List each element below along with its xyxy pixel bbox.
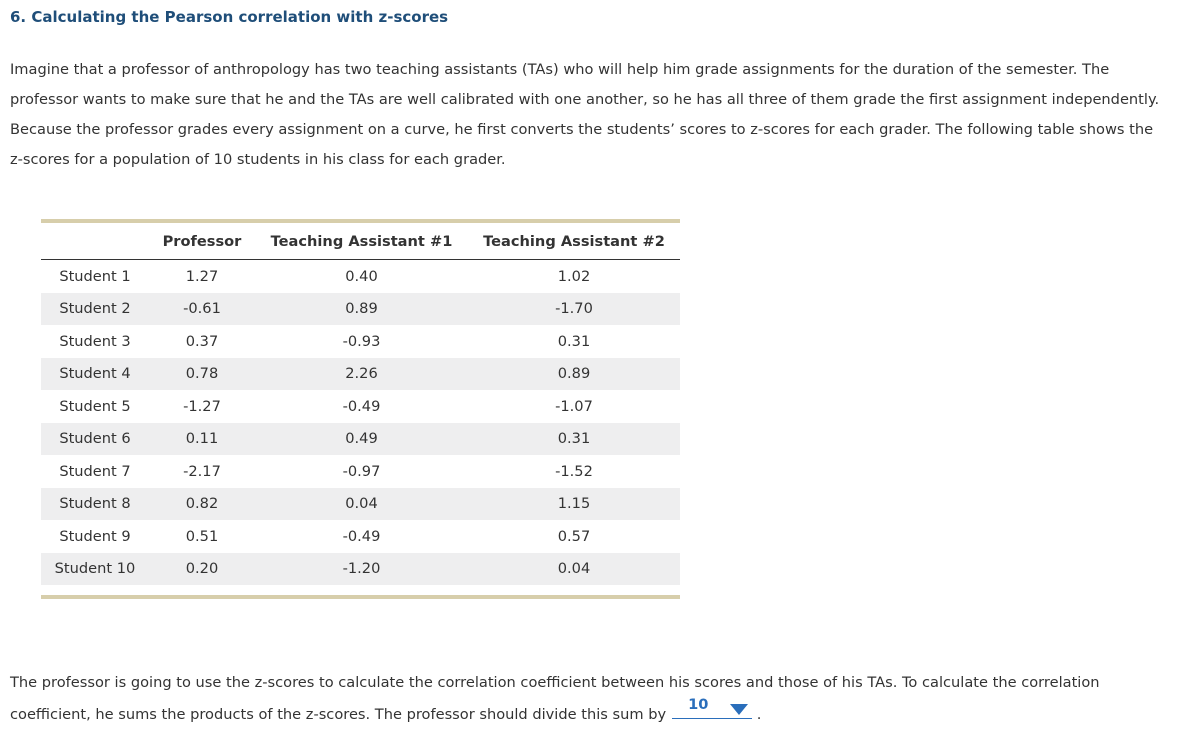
- student-label-cell: Student 4: [41, 358, 149, 391]
- table-row: [41, 488, 680, 521]
- ta2-score-cell: -1.70: [468, 293, 680, 326]
- professor-score-cell: 0.82: [149, 488, 255, 521]
- table-row: [41, 325, 680, 358]
- professor-score-cell: 0.20: [149, 553, 255, 586]
- table-row: [41, 293, 680, 326]
- z-score-table-container: [41, 219, 680, 599]
- ta1-score-cell: 0.04: [255, 488, 468, 521]
- table-row: [41, 390, 680, 423]
- student-label-cell: Student 6: [41, 423, 149, 456]
- caret-down-icon: [730, 704, 748, 715]
- table-spacer-row: [41, 585, 680, 595]
- ta1-score-cell: 0.89: [255, 293, 468, 326]
- ta2-score-cell: -1.52: [555, 462, 593, 480]
- ta2-score-cell: 0.31: [557, 332, 591, 350]
- ta1-score-cell: -1.20: [255, 553, 468, 586]
- table-row: [41, 455, 680, 488]
- table-row: [41, 520, 680, 553]
- table-row: [41, 423, 680, 456]
- ta1-score-cell: -0.49: [342, 397, 381, 415]
- student-label-cell: Student 8: [41, 488, 149, 521]
- ta1-score-cell: -0.93: [342, 332, 381, 350]
- ta2-score-cell: -1.07: [555, 397, 593, 415]
- professor-score-cell: -2.17: [183, 462, 221, 480]
- ta1-score-cell: 2.26: [255, 358, 468, 391]
- student-label-cell: Student 1: [59, 267, 131, 285]
- ta1-score-cell: 0.49: [255, 423, 468, 456]
- table-header-row: [41, 223, 680, 260]
- question-prompt: [10, 668, 1175, 730]
- table-row: [41, 260, 680, 293]
- divisor-dropdown[interactable]: [672, 698, 752, 719]
- table-row: [41, 553, 680, 586]
- professor-score-cell: 0.51: [185, 527, 219, 545]
- question-intro: Imagine that a professor of anthropology has two teaching assistants (TAs) who will help him grade assignments for the duration of the semester. The professor wants to make sure that he and the TAs are well calibrated with one another, so he has all three of them grade the first assignment independently. Because the professor grades every assignment on a curve, he first converts the students’ scores to z-scores for each grader. The following table shows the z-scores for a population of 10 students in his class for each grader.: [10, 61, 1160, 168]
- student-label-cell: Student 10: [41, 553, 149, 586]
- ta1-score-cell: 0.40: [345, 267, 378, 285]
- header-ta1: Teaching Assistant #1: [255, 223, 468, 260]
- student-label-cell: Student 7: [59, 462, 131, 480]
- table-spacer-cell: [41, 585, 680, 595]
- header-blank: [41, 223, 149, 260]
- table-row: [41, 358, 680, 391]
- student-label-cell: Student 3: [59, 332, 131, 350]
- table-body: [41, 260, 680, 596]
- student-label-cell: Student 5: [59, 397, 131, 415]
- ta2-score-cell: 0.57: [557, 527, 591, 545]
- professor-score-cell: 1.27: [185, 267, 219, 285]
- professor-score-cell: 0.78: [149, 358, 255, 391]
- header-ta2: Teaching Assistant #2: [468, 223, 680, 260]
- question-title: 6. Calculating the Pearson correlation with z-scores: [10, 8, 449, 26]
- ta1-score-cell: -0.97: [342, 462, 381, 480]
- ta1-score-cell: -0.49: [342, 527, 381, 545]
- ta2-score-cell: 1.02: [557, 267, 591, 285]
- professor-score-cell: 0.11: [149, 423, 255, 456]
- professor-score-cell: -1.27: [183, 397, 221, 415]
- ta2-score-cell: 0.31: [468, 423, 680, 456]
- header-professor: Professor: [149, 223, 255, 260]
- prompt-end: .: [756, 706, 762, 723]
- dropdown-selected-value: 10: [688, 696, 709, 713]
- ta2-score-cell: 0.89: [468, 358, 680, 391]
- student-label-cell: Student 2: [41, 293, 149, 326]
- ta2-score-cell: 0.04: [468, 553, 680, 586]
- prompt-text: The professor is going to use the z-scores to calculate the correlation coefficient between his scores and those of his TAs. To calculate the correlation coefficient, he sums the products of the z-scores. The professor should divide this sum by: [10, 674, 1100, 723]
- table-bottom-rule: [41, 595, 680, 599]
- ta2-score-cell: 1.15: [468, 488, 680, 521]
- professor-score-cell: 0.37: [185, 332, 219, 350]
- z-score-table: [41, 223, 680, 595]
- professor-score-cell: -0.61: [149, 293, 255, 326]
- student-label-cell: Student 9: [59, 527, 131, 545]
